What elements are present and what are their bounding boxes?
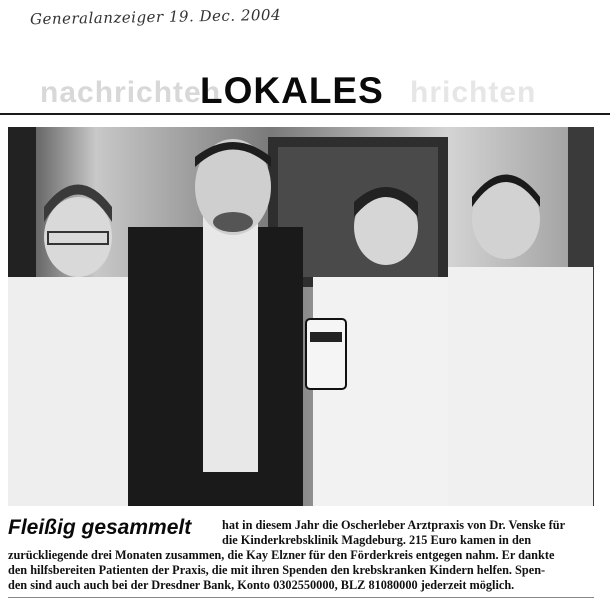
bottom-rule xyxy=(8,597,594,598)
article-line-3: zurückliegende drei Monaten zusammen, die Kay Elzner für den Förderkreis entgegen nahm. Er dankte xyxy=(8,548,555,562)
handwritten-date-note: Generalanzeiger 19. Dec. 2004 xyxy=(29,5,282,29)
background-word-right: hrichten xyxy=(410,76,537,109)
article-headline: Fleißig gesammelt xyxy=(8,516,192,539)
article-line-5: den sind auch auch bei der Dresdner Bank, Konto 0302550000, BLZ 81080000 jederzeit möglich. xyxy=(8,578,515,592)
background-word-left: nachrichten xyxy=(40,76,222,109)
article-line-4: den hilfsbereiten Patienten der Praxis, die mit ihren Spenden den krebskranken Kindern helfen. Spen- xyxy=(8,563,546,577)
article-line-1: hat in diesem Jahr die Oscherleber Arztpraxis von Dr. Venske für xyxy=(222,518,566,532)
photo-illustration xyxy=(8,127,594,506)
article-line-2: die Kinderkrebsklinik Magdeburg. 215 Euro kamen in den xyxy=(222,533,532,547)
section-title: LOKALES xyxy=(200,70,384,111)
collection-can-icon xyxy=(306,319,346,389)
header-rule xyxy=(0,113,610,115)
group-photo xyxy=(8,127,594,506)
